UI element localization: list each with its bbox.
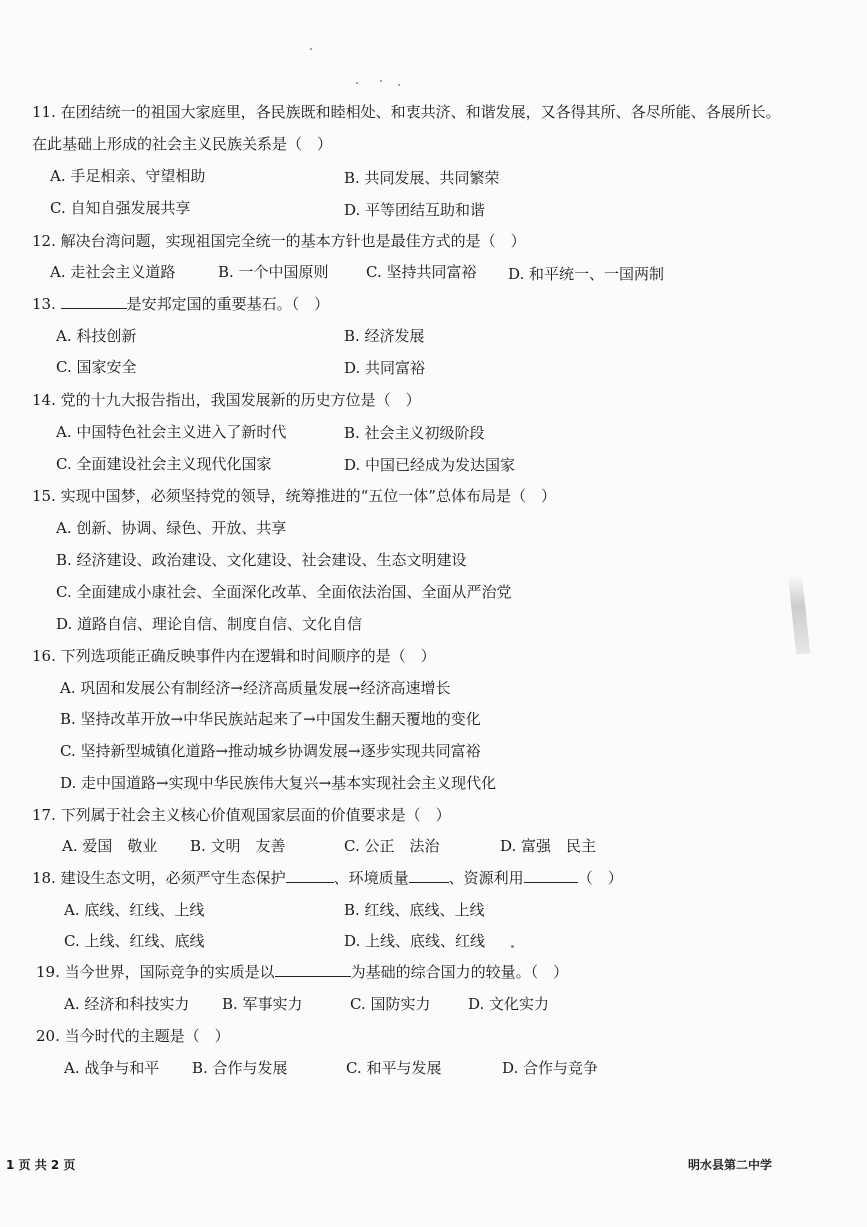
question-14-stem <box>32 390 832 410</box>
answer-blank[interactable] <box>275 962 351 977</box>
question-19-stem <box>36 962 836 982</box>
scan-speck <box>398 84 400 86</box>
question-14-option-d[interactable]: D. 中国已经成为发达国家 <box>344 456 516 474</box>
question-16-stem <box>32 646 832 666</box>
question-number: 20. <box>36 1027 60 1045</box>
question-13-option-d[interactable]: D. 共同富裕 <box>344 359 426 377</box>
question-19-option-d[interactable]: D. 文化实力 <box>468 995 550 1013</box>
question-15-option-a[interactable]: A. 创新、协调、绿色、开放、共享 <box>56 519 287 537</box>
question-number: 17. <box>32 806 56 824</box>
question-text: （ ） <box>577 869 623 887</box>
question-text: 下列属于社会主义核心价值观国家层面的价值要求是（ ） <box>60 806 451 824</box>
question-19-option-c[interactable]: C. 国防实力 <box>350 995 431 1013</box>
question-18-option-a[interactable]: A. 底线、红线、上线 <box>64 901 205 919</box>
question-number: 16. <box>32 647 56 665</box>
question-11-option-b[interactable]: B. 共同发展、共同繁荣 <box>344 169 500 187</box>
question-text: 实现中国梦，必须坚持党的领导，统筹推进的“五位一体”总体布局是（ ） <box>60 487 556 505</box>
scan-speck <box>380 80 382 82</box>
question-15-stem <box>32 486 832 506</box>
question-12-option-b[interactable]: B. 一个中国原则 <box>218 263 329 281</box>
question-text: 在团结统一的祖国大家庭里，各民族既和睦相处、和衷共济、和谐发展，又各得其所、各尽所能、各展所长。在此基础上形成的社会主义民族关系是（ ） <box>32 103 781 153</box>
page-number: 1 页 共 2 页 <box>6 1158 76 1172</box>
scan-smudge <box>788 573 810 654</box>
question-16-option-c[interactable]: C. 坚持新型城镇化道路→推动城乡协调发展→逐步实现共同富裕 <box>60 742 481 760</box>
question-text: 当今世界，国际竞争的实质是以 <box>64 963 275 981</box>
question-number: 14. <box>32 391 56 409</box>
question-text: 当今时代的主题是（ ） <box>64 1027 230 1045</box>
question-11-option-a[interactable]: A. 手足相亲、守望相助 <box>50 167 206 185</box>
question-19-option-a[interactable]: A. 经济和科技实力 <box>64 995 190 1013</box>
question-16-option-a[interactable]: A. 巩固和发展公有制经济→经济高质量发展→经济高速增长 <box>60 679 451 697</box>
question-18-option-b[interactable]: B. 红线、底线、上线 <box>344 901 485 919</box>
question-11-option-d[interactable]: D. 平等团结互助和谐 <box>344 201 486 219</box>
question-number: 18. <box>32 869 56 887</box>
question-20-stem <box>36 1026 836 1046</box>
question-18-stem <box>32 868 832 888</box>
question-12-option-c[interactable]: C. 坚持共同富裕 <box>366 263 477 281</box>
question-14-option-c[interactable]: C. 全面建设社会主义现代化国家 <box>56 455 272 473</box>
question-text: 、资源利用 <box>448 869 524 887</box>
question-number: 15. <box>32 487 56 505</box>
question-18-option-d[interactable]: D. 上线、底线、红线 <box>344 932 486 950</box>
question-text: 是安邦定国的重要基石。（ ） <box>126 295 330 313</box>
question-number: 19. <box>36 963 60 981</box>
question-20-option-c[interactable]: C. 和平与发展 <box>346 1059 442 1077</box>
question-17-option-b[interactable]: B. 文明 友善 <box>190 837 286 855</box>
answer-blank[interactable] <box>286 868 334 883</box>
question-16-option-d[interactable]: D. 走中国道路→实现中华民族伟大复兴→基本实现社会主义现代化 <box>60 774 497 792</box>
question-14-option-b[interactable]: B. 社会主义初级阶段 <box>344 424 485 442</box>
question-text: 党的十九大报告指出，我国发展新的历史方位是（ ） <box>60 391 421 409</box>
question-13-option-b[interactable]: B. 经济发展 <box>344 327 425 345</box>
question-15-option-b[interactable]: B. 经济建设、政治建设、文化建设、社会建设、生态文明建设 <box>56 551 467 569</box>
answer-blank[interactable] <box>409 868 449 883</box>
question-number: 12. <box>32 232 56 250</box>
question-15-option-d[interactable]: D. 道路自信、理论自信、制度自信、文化自信 <box>56 615 363 633</box>
question-text: 建设生态文明，必须严守生态保护 <box>60 869 286 887</box>
question-number: 11. <box>32 103 56 121</box>
answer-blank[interactable] <box>61 294 127 309</box>
question-17-option-d[interactable]: D. 富强 民主 <box>500 837 597 855</box>
question-12-stem <box>32 231 832 251</box>
scan-speck <box>511 945 514 948</box>
question-12-option-a[interactable]: A. 走社会主义道路 <box>50 263 176 281</box>
question-13-option-a[interactable]: A. 科技创新 <box>56 327 137 345</box>
question-16-option-b[interactable]: B. 坚持改革开放→中华民族站起来了→中国发生翻天覆地的变化 <box>60 710 481 728</box>
scan-speck <box>310 48 312 50</box>
question-17-option-c[interactable]: C. 公正 法治 <box>344 837 440 855</box>
question-20-option-a[interactable]: A. 战争与和平 <box>64 1059 160 1077</box>
question-text: 解决台湾问题，实现祖国完全统一的基本方针也是最佳方式的是（ ） <box>60 232 526 250</box>
question-text: 为基础的综合国力的较量。（ ） <box>350 963 569 981</box>
scan-speck <box>356 82 358 84</box>
question-20-option-b[interactable]: B. 合作与发展 <box>192 1059 288 1077</box>
question-13-option-c[interactable]: C. 国家安全 <box>56 358 137 376</box>
question-11-stem <box>32 96 792 160</box>
question-text: 下列选项能正确反映事件内在逻辑和时间顺序的是（ ） <box>60 647 436 665</box>
question-18-option-c[interactable]: C. 上线、红线、底线 <box>64 932 205 950</box>
question-text: 、环境质量 <box>333 869 409 887</box>
question-12-option-d[interactable]: D. 和平统一、一国两制 <box>508 265 665 283</box>
question-11-option-c[interactable]: C. 自知自强发展共享 <box>50 199 191 217</box>
question-15-option-c[interactable]: C. 全面建成小康社会、全面深化改革、全面依法治国、全面从严治党 <box>56 583 512 601</box>
question-19-option-b[interactable]: B. 军事实力 <box>222 995 303 1013</box>
question-14-option-a[interactable]: A. 中国特色社会主义进入了新时代 <box>56 423 287 441</box>
school-name: 明水县第二中学 <box>688 1158 773 1172</box>
question-20-option-d[interactable]: D. 合作与竞争 <box>502 1059 599 1077</box>
question-number: 13. <box>32 295 56 313</box>
question-17-option-a[interactable]: A. 爱国 敬业 <box>62 837 158 855</box>
question-13-stem <box>32 294 832 314</box>
answer-blank[interactable] <box>524 868 578 883</box>
question-17-stem <box>32 805 832 825</box>
